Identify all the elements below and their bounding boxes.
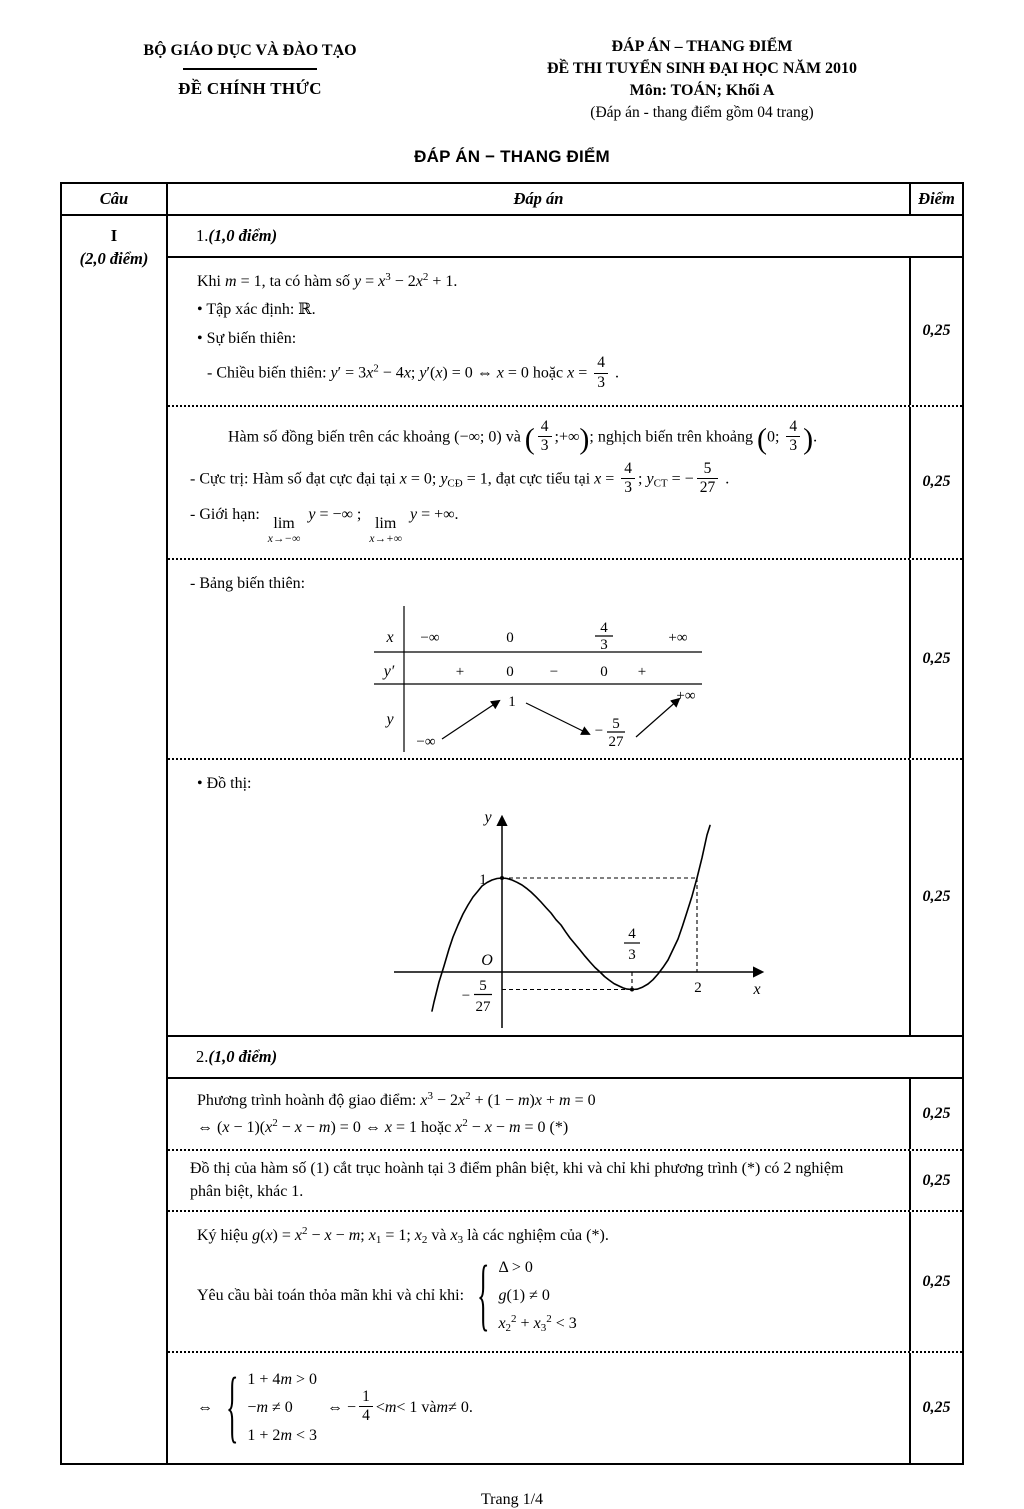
column-header-cau: Câu bbox=[62, 184, 168, 214]
table-body bbox=[62, 216, 962, 1463]
answer-cell bbox=[168, 560, 909, 758]
ministry-title: BỘ GIÁO DỤC VÀ ĐÀO TẠO bbox=[143, 42, 357, 59]
fraction: $\frac{4}{3}$ bbox=[594, 355, 608, 390]
math-var: x bbox=[222, 1118, 230, 1136]
answer-table bbox=[60, 182, 964, 1465]
answer-row bbox=[168, 760, 962, 1038]
math-var: x bbox=[450, 1227, 458, 1245]
answer-line: Khi m = 1, ta có hàm số $y = x^3 - 2x^2 + 1$. bbox=[197, 270, 458, 290]
question-cell bbox=[62, 216, 168, 1463]
math-var: x bbox=[324, 1227, 332, 1245]
answer-row bbox=[168, 560, 962, 760]
math-var: y bbox=[308, 506, 316, 524]
math-sup: 3 bbox=[427, 1090, 433, 1103]
page-number: Trang 1/4 bbox=[480, 1490, 544, 1508]
answer-line: - Giới hạn: lim x→−∞ y = −∞ ; lim x→+∞ y = +∞. bbox=[190, 506, 459, 545]
math-var: x bbox=[384, 1118, 392, 1136]
var-x-row-label: x bbox=[386, 628, 394, 646]
math-sub: 1 bbox=[375, 1234, 382, 1247]
math-sup: 2 bbox=[465, 1090, 471, 1103]
answer-line: - Bảng biến thiên: bbox=[190, 575, 306, 592]
answer-line: Yêu cầu bài toán thỏa mãn khi và chỉ khi: { Δ > 0 g(1) ≠ 0 $x_2^2 + x_3^2 < 3$ bbox=[197, 1250, 577, 1340]
math-var: x bbox=[265, 1118, 273, 1136]
origin-label: O bbox=[481, 952, 493, 970]
math-var: y bbox=[354, 272, 362, 290]
var-arrow-down bbox=[526, 703, 589, 734]
math-sub: 3 bbox=[457, 1234, 464, 1247]
var-y-min-den: 27 bbox=[608, 733, 624, 750]
answer-key-title: ĐÁP ÁN – THANG ĐIỂM bbox=[611, 38, 793, 55]
math-var: m bbox=[348, 1227, 361, 1245]
answer-line: ⇔ $(x - 1)(x^2 - x - m) = 0$ ⇔ x = 1 hoặc $x^2 - x - m = 0$ (*) bbox=[197, 1116, 569, 1136]
math-var: y bbox=[440, 470, 448, 488]
math-var: m bbox=[318, 1118, 331, 1136]
subject-label: Môn: TOÁN; Khối A bbox=[629, 82, 775, 100]
score-cell: 0,25 bbox=[909, 560, 962, 758]
score-cell: 0,25 bbox=[909, 1353, 962, 1463]
var-y-pos-inf: +∞ bbox=[676, 687, 696, 704]
math-var: m bbox=[436, 1399, 449, 1417]
big-paren: ) bbox=[803, 421, 814, 455]
math-sup: 2 bbox=[546, 1312, 552, 1325]
cases-row: 1 + 2m < 3 bbox=[247, 1426, 318, 1444]
math-sup: 2 bbox=[373, 362, 379, 375]
math-sub: CT bbox=[653, 477, 668, 490]
fraction: $\frac{4}{3}$ bbox=[786, 419, 800, 454]
math-sup: 2 bbox=[462, 1116, 468, 1129]
var-y-min-sign: − bbox=[594, 722, 604, 739]
math-var: g bbox=[498, 1286, 507, 1304]
min-point bbox=[630, 988, 634, 992]
tick-x-2: 2 bbox=[694, 980, 702, 997]
math-var: x bbox=[414, 1227, 422, 1245]
math-sup: 2 bbox=[422, 270, 429, 283]
math-var: x bbox=[533, 1314, 541, 1332]
page-title: ĐÁP ÁN − THANG ĐIỂM bbox=[414, 146, 610, 166]
header-rule bbox=[183, 68, 317, 70]
math-var: x bbox=[457, 1092, 466, 1110]
math-var: x bbox=[484, 1118, 492, 1136]
answer-row bbox=[168, 407, 962, 560]
fraction: $\frac{4}{3}$ bbox=[538, 419, 552, 454]
var-arrow-up-1 bbox=[442, 701, 499, 739]
score-cell: 0,25 bbox=[909, 1212, 962, 1351]
math-var: x bbox=[420, 1092, 428, 1110]
var-arrow-up-2 bbox=[636, 699, 679, 737]
var-y-min-num: 5 bbox=[612, 715, 620, 732]
math-var: x bbox=[366, 364, 374, 382]
section-points: (1,0 điểm) bbox=[208, 1047, 278, 1067]
math-var: g bbox=[252, 1227, 261, 1245]
var-sign-zero-2: 0 bbox=[600, 663, 608, 680]
math-var: x bbox=[496, 364, 504, 382]
score-cell: 0,25 bbox=[909, 1151, 962, 1210]
column-header-diem: Điểm bbox=[909, 184, 962, 214]
big-paren: ( bbox=[524, 421, 535, 455]
exam-name: ĐỀ THI TUYỂN SINH ĐẠI HỌC NĂM 2010 bbox=[546, 60, 858, 78]
tick-x-fourthirds-num: 4 bbox=[628, 926, 636, 943]
cases-row: Δ > 0 bbox=[498, 1258, 533, 1276]
math-var: x bbox=[294, 1118, 302, 1136]
math-var: x bbox=[594, 470, 602, 488]
tick-y-min-sign: − bbox=[461, 988, 471, 1005]
y-axis-label: y bbox=[484, 809, 492, 827]
max-point bbox=[500, 876, 504, 880]
x-axis-label: x bbox=[753, 981, 761, 999]
math-var: x bbox=[403, 364, 411, 382]
var-x-neg-inf: −∞ bbox=[420, 629, 440, 646]
math-var: x bbox=[415, 272, 423, 290]
cubic-graph-figure bbox=[380, 801, 800, 1029]
tick-y-min-den: 27 bbox=[475, 999, 491, 1016]
score-cell: 0,25 bbox=[909, 1079, 962, 1149]
cases-row: 1 + 4m > 0 bbox=[247, 1370, 318, 1388]
var-y-neg-inf: −∞ bbox=[416, 733, 436, 750]
column-header-dapan: Đáp án bbox=[513, 188, 564, 208]
var-sign-plus-1: + bbox=[455, 663, 465, 680]
math-sup: 3 bbox=[385, 270, 391, 283]
tick-y-min-num: 5 bbox=[479, 978, 487, 995]
math-var: m bbox=[508, 1118, 521, 1136]
answer-row bbox=[168, 258, 962, 407]
answer-row bbox=[168, 1079, 962, 1151]
math-sup: 2 bbox=[511, 1312, 517, 1325]
math-sup: 2 bbox=[272, 1116, 278, 1129]
answer-line: • Tập xác định: ℝ. bbox=[197, 301, 316, 319]
answer-cell bbox=[168, 760, 909, 1036]
section-row bbox=[168, 1037, 962, 1079]
answer-line: - Cực trị: Hàm số đạt cực đại tại x = 0; $y_{CĐ} = 1$, đạt cực tiểu tại x = $\frac{4}{3}$ ; $y_{CT}$ = − $\frac{5}{27}$ . bbox=[190, 459, 730, 497]
math-var: x bbox=[435, 364, 443, 382]
math-sub: 2 bbox=[505, 1321, 512, 1334]
answer-rows bbox=[168, 216, 962, 1463]
math-sub: CĐ bbox=[447, 477, 463, 490]
cubic-curve bbox=[432, 826, 710, 1012]
score-cell: 0,25 bbox=[909, 407, 962, 558]
answer-cell bbox=[168, 1212, 909, 1351]
page-count-note: (Đáp án - thang điểm gồm 04 trang) bbox=[590, 104, 814, 122]
answer-cell bbox=[168, 1079, 909, 1149]
var-x-frac-den: 3 bbox=[600, 636, 608, 653]
document-header bbox=[60, 36, 964, 125]
cases-row: g(1) ≠ 0 bbox=[498, 1286, 550, 1304]
answer-row bbox=[168, 1151, 962, 1212]
answer-line: • Sự biến thiên: bbox=[197, 329, 297, 347]
math-sub: 2 bbox=[421, 1234, 428, 1247]
answer-line: Hàm số đồng biến trên các khoảng (−∞; 0) và ( $\frac{4}{3}$ ;+∞); nghịch biến trên khoảng (0; $\frac{4}{3}$ ). bbox=[228, 417, 818, 455]
var-x-pos-inf: +∞ bbox=[668, 629, 688, 646]
cases-system bbox=[223, 1362, 318, 1452]
var-y-max: 1 bbox=[508, 693, 516, 710]
math-var: x bbox=[534, 1092, 542, 1110]
math-sub: 3 bbox=[540, 1321, 547, 1334]
tick-x-fourthirds-den: 3 bbox=[628, 947, 636, 964]
math-sup: 2 bbox=[302, 1225, 308, 1238]
answer-line: Ký hiệu $g(x) = x^2 - x - m$; $x_1 = 1$; $x_2$ và $x_3$ là các nghiệm của (*). bbox=[197, 1225, 609, 1247]
answer-line: Phương trình hoành độ giao điểm: $x^3 - 2x^2 + (1 - m)x + m = 0$ bbox=[197, 1090, 596, 1110]
math-var: x bbox=[455, 1118, 463, 1136]
answer-line: - Chiều biến thiên: $y' = 3x^2 - 4x$; y′(x) = 0 ⇔ x = 0 hoặc x = $\frac{4}{3}$ . bbox=[207, 354, 620, 391]
answer-cell bbox=[168, 407, 909, 558]
math-var: y bbox=[409, 506, 418, 524]
math-var: m bbox=[280, 1426, 292, 1444]
answer-cell bbox=[168, 1353, 909, 1463]
var-sign-zero-1: 0 bbox=[506, 663, 514, 680]
brace: { bbox=[226, 1362, 239, 1452]
answer-line: • Đồ thị: bbox=[197, 774, 252, 792]
answer-line: Đồ thị của hàm số (1) cắt trục hoành tại 3 điểm phân biệt, khi và chỉ khi phương trình (*) có 2 nghiệm bbox=[190, 1160, 844, 1178]
math-var: x bbox=[567, 364, 575, 382]
answer-row bbox=[168, 1353, 962, 1463]
answer-cell bbox=[168, 258, 909, 405]
var-sign-plus-2: + bbox=[637, 663, 647, 680]
math-var: y bbox=[419, 364, 427, 382]
official-exam-label: ĐỀ CHÍNH THỨC bbox=[178, 79, 322, 98]
var-x-zero: 0 bbox=[506, 629, 514, 646]
math-var: x bbox=[265, 1227, 273, 1245]
cases-row: $x_2^2 + x_3^2 < 3$ bbox=[498, 1312, 577, 1334]
math-var: x bbox=[399, 470, 407, 488]
fraction: $\frac{1}{4}$ bbox=[359, 1389, 373, 1424]
brace: { bbox=[477, 1250, 490, 1340]
limit-operator: lim x→+∞ bbox=[369, 515, 402, 545]
limit-operator: lim x→−∞ bbox=[267, 515, 301, 545]
cases-row: −m ≠ 0 bbox=[247, 1398, 293, 1416]
answer-line: ⇔ { 1 + 4m > 0 −m ≠ 0 1 + 2m < 3 ⇔ − $\frac{1}{4}$ < m < 1 và m ≠ 0. bbox=[197, 1362, 473, 1452]
math-var: m bbox=[517, 1092, 530, 1110]
math-var: m bbox=[225, 272, 237, 290]
math-var: m bbox=[384, 1399, 397, 1417]
tick-y-1: 1 bbox=[479, 872, 487, 889]
header-right bbox=[440, 36, 964, 125]
big-paren: ) bbox=[579, 421, 590, 455]
variation-table-figure bbox=[368, 602, 708, 752]
math-var: x bbox=[368, 1227, 376, 1245]
var-sign-minus: − bbox=[549, 663, 559, 680]
question-points: (2,0 điểm) bbox=[79, 248, 149, 268]
math-var: y bbox=[646, 470, 654, 488]
cases-system bbox=[474, 1250, 577, 1340]
math-var: x bbox=[294, 1227, 303, 1245]
answer-row bbox=[168, 1212, 962, 1353]
math-var: m bbox=[280, 1370, 292, 1388]
answer-line: phân biệt, khác 1. bbox=[190, 1182, 304, 1200]
section-number: 2. bbox=[196, 1047, 209, 1067]
score-cell: 0,25 bbox=[909, 760, 962, 1036]
var-y-row-label: y bbox=[386, 710, 394, 728]
fraction: $\frac{5}{27}$ bbox=[697, 461, 719, 496]
math-var: x bbox=[498, 1314, 506, 1332]
answer-cell bbox=[168, 1151, 909, 1210]
var-yprime-label: y′ bbox=[383, 662, 395, 680]
math-var: m bbox=[256, 1398, 268, 1416]
question-id: I bbox=[110, 225, 118, 245]
section-points: (1,0 điểm) bbox=[208, 225, 278, 245]
big-paren: ( bbox=[756, 421, 767, 455]
math-var: x bbox=[378, 272, 386, 290]
fraction: $\frac{4}{3}$ bbox=[621, 461, 635, 496]
header-left bbox=[60, 36, 440, 125]
table-header bbox=[62, 184, 962, 216]
math-var: y bbox=[330, 364, 338, 382]
section-row bbox=[168, 216, 962, 258]
section-number: 1. bbox=[196, 225, 209, 245]
var-x-frac-num: 4 bbox=[600, 619, 608, 636]
math-var: m bbox=[559, 1092, 571, 1110]
score-cell: 0,25 bbox=[909, 258, 962, 405]
